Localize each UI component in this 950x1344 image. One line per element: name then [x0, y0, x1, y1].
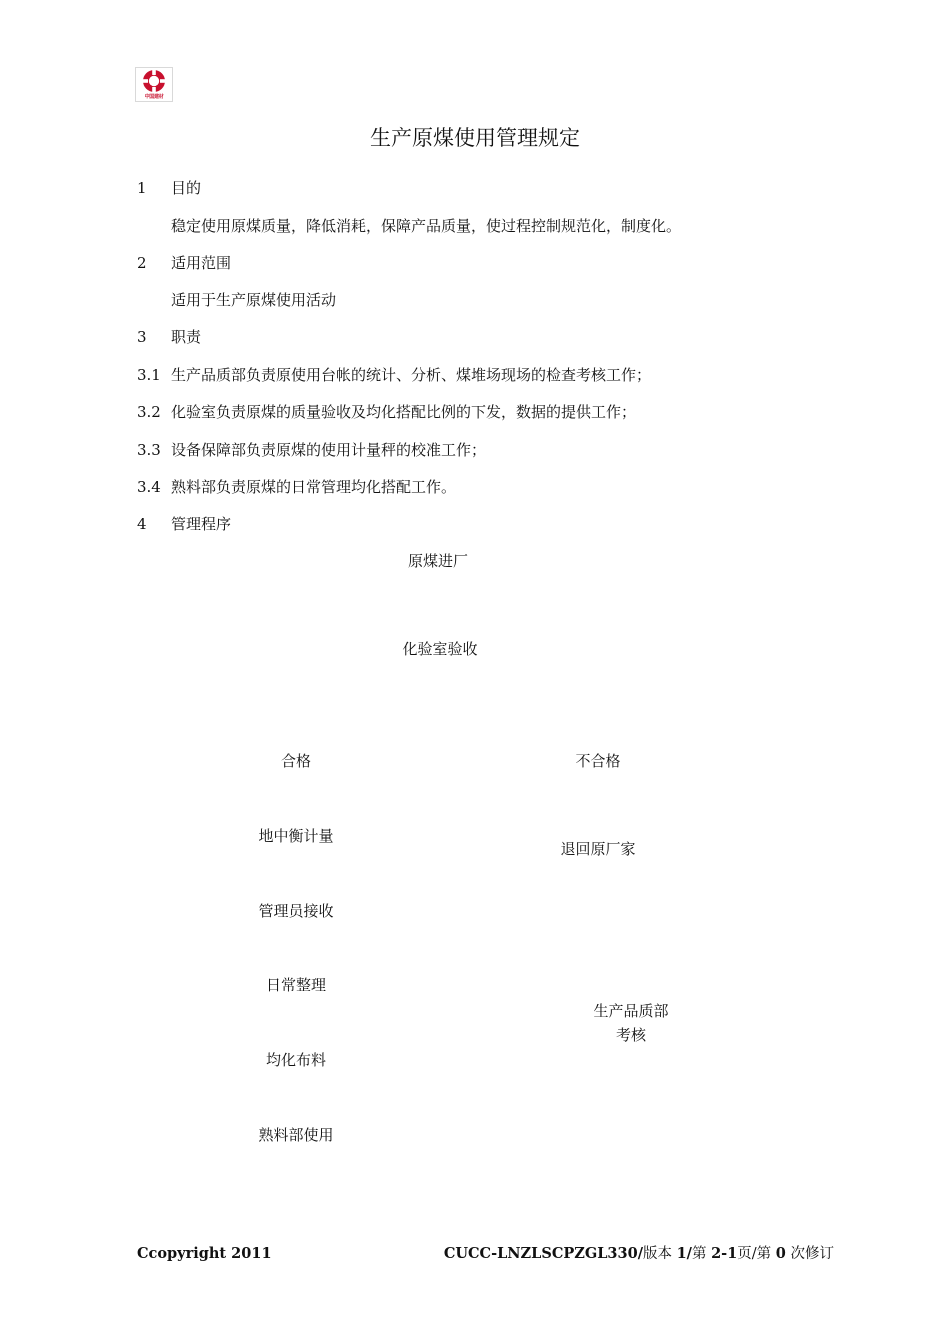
- flow-node-coal-arrival: 原煤进厂: [407, 552, 468, 570]
- flow-node-assessment-line1: 生产品质部: [593, 1002, 669, 1020]
- flow-node-assessment-line2: 考核: [615, 1026, 646, 1044]
- flow-node-daily-arrange: 日常整理: [265, 976, 326, 994]
- section-3-number: 3: [137, 328, 147, 346]
- footer-page-prefix: 第: [691, 1246, 707, 1262]
- section-3-2-text: 化验室负责原煤的质量验收及均化搭配比例的下发，数据的提供工作；: [171, 403, 637, 421]
- company-logo: [135, 67, 173, 102]
- flow-node-return-supplier: 退回原厂家: [560, 840, 636, 858]
- footer-revision-num: 0: [775, 1245, 786, 1262]
- section-4-heading: 管理程序: [171, 515, 232, 533]
- section-3-3-number: 3.3: [137, 441, 161, 459]
- section-1-text: 稳定使用原煤质量，降低消耗，保障产品质量，使过程控制规范化，制度化。: [171, 217, 682, 235]
- section-3-heading: 职责: [171, 328, 202, 346]
- flow-node-pass: 合格: [280, 752, 311, 770]
- flow-node-clinker-use: 熟料部使用: [258, 1126, 334, 1144]
- page-title: 生产原煤使用管理规定: [370, 126, 580, 150]
- footer-page-suffix: 页/第: [737, 1246, 772, 1262]
- section-2-text: 适用于生产原煤使用活动: [171, 291, 337, 309]
- section-4-number: 4: [137, 515, 147, 533]
- section-3-3-text: 设备保障部负责原煤的使用计量秤的校准工作；: [171, 441, 487, 459]
- section-3-4-text: 熟料部负责原煤的日常管理均化搭配工作。: [171, 478, 457, 496]
- footer-page-num: 2-1: [711, 1245, 738, 1262]
- section-1-number: 1: [137, 179, 147, 197]
- section-3-4-number: 3.4: [137, 478, 161, 496]
- footer-doc-code: CUCC-LNZLSCPZGL330/: [443, 1245, 643, 1262]
- flow-node-lab-inspection: 化验室验收: [402, 640, 478, 658]
- section-2-number: 2: [137, 254, 147, 272]
- footer-doc-info: [444, 1244, 834, 1264]
- footer-version-num: 1/: [676, 1245, 692, 1262]
- logo-text: 中国建材: [144, 94, 164, 100]
- footer-version-label: 版本: [642, 1246, 672, 1262]
- logo-emblem-icon: [136, 68, 172, 94]
- section-1-heading: 目的: [171, 179, 202, 197]
- flow-node-admin-receive: 管理员接收: [258, 902, 334, 920]
- section-2-heading: 适用范围: [171, 254, 232, 272]
- section-3-2-number: 3.2: [137, 403, 161, 421]
- flow-node-weighbridge: 地中衡计量: [258, 827, 334, 845]
- flow-node-fail: 不合格: [575, 752, 621, 770]
- flow-node-homogenize: 均化布料: [265, 1051, 326, 1069]
- footer-copyright: Ccopyright 2011: [137, 1245, 272, 1262]
- section-3-1-text: 生产品质部负责原使用台帐的统计、分析、煤堆场现场的检查考核工作；: [171, 366, 652, 384]
- footer-revision-suffix: 次修订: [790, 1246, 834, 1262]
- section-3-1-number: 3.1: [137, 366, 161, 384]
